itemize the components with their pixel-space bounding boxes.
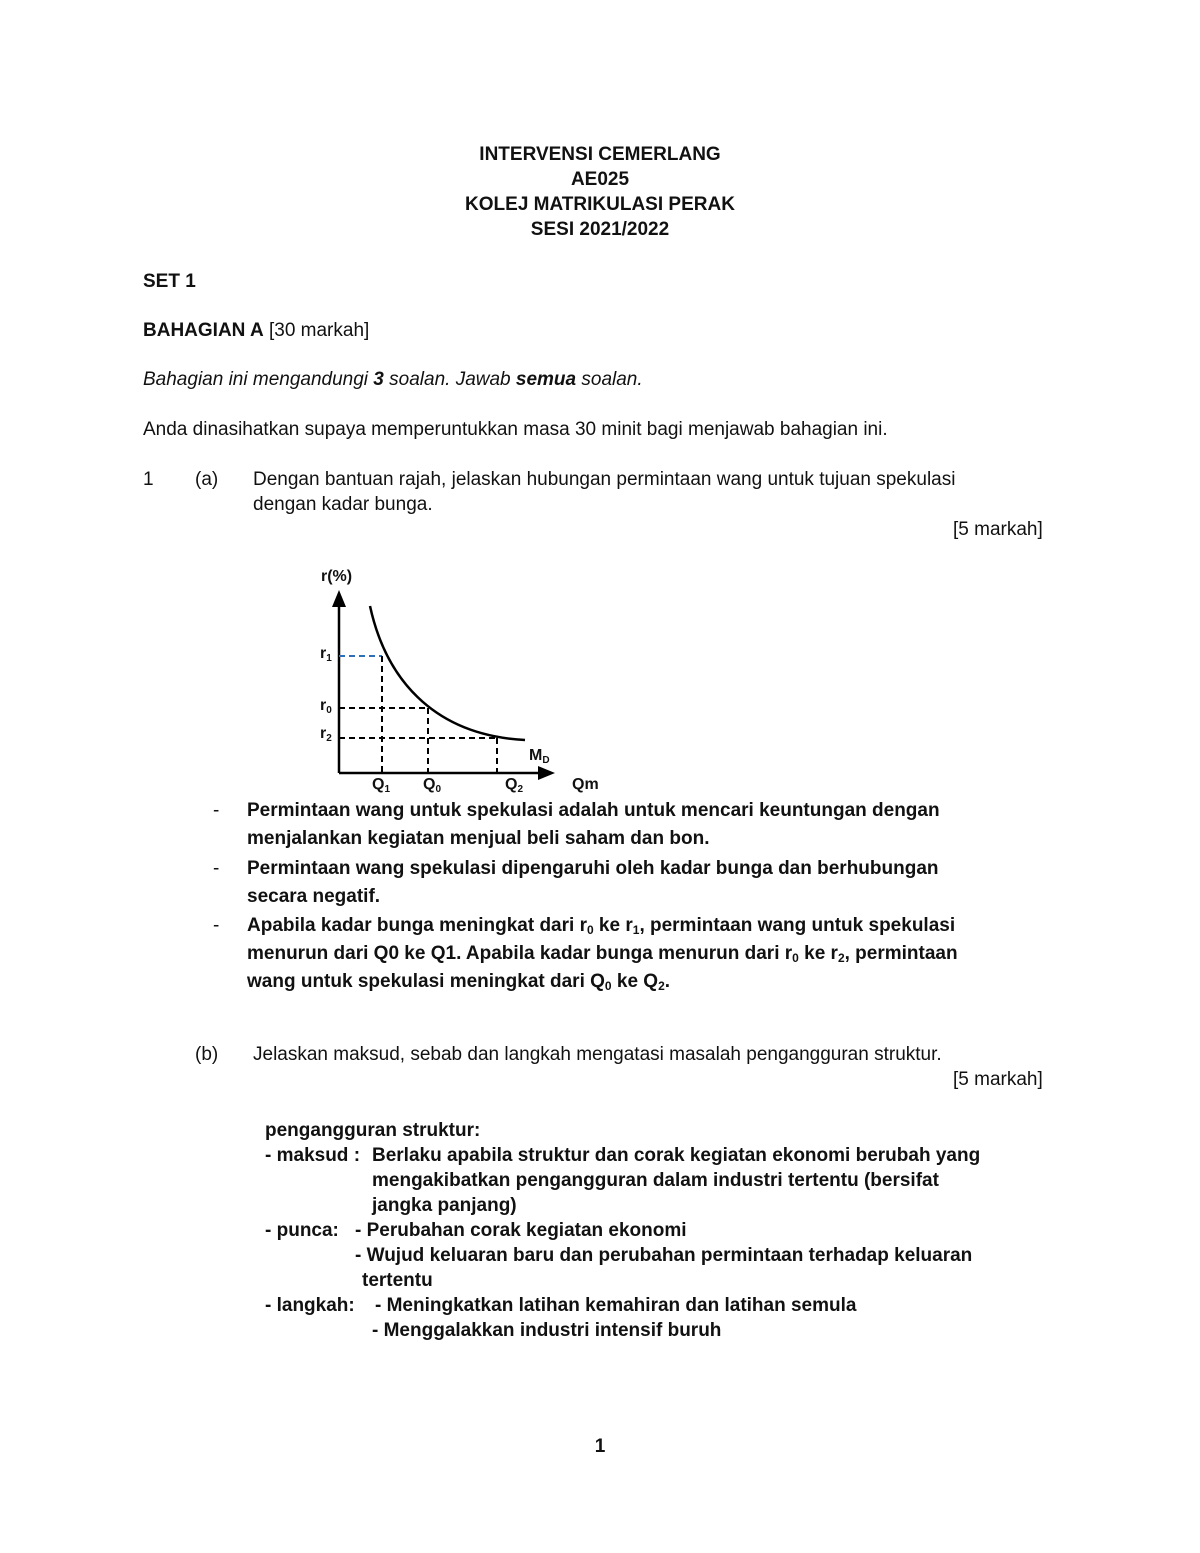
- r-letter: r: [320, 725, 327, 742]
- q-letter: Q: [372, 776, 385, 793]
- q2-label: [505, 776, 523, 794]
- header-line-1: INTERVENSI CEMERLANG: [479, 144, 721, 165]
- q1-subscript: 1: [384, 784, 391, 795]
- subscript: 2: [658, 979, 665, 993]
- subscript: 2: [837, 951, 845, 965]
- answer-b-langkah-2: - Menggalakkan industri intensif buruh: [372, 1320, 722, 1341]
- answer-b-maksud-line3: jangka panjang): [372, 1195, 517, 1216]
- answer-text: Apabila kadar bunga meningkat dari r: [247, 915, 587, 936]
- r1-subscript: 1: [326, 653, 332, 664]
- bullet: -: [213, 800, 220, 821]
- answer-text: ke r: [798, 943, 838, 964]
- answer-text: , permintaan wang untuk spekulasi: [639, 915, 956, 936]
- answer-text: ke Q: [611, 971, 659, 992]
- answer-b-maksud-line2: mengakibatkan pengangguran dalam industri tertentu (bersifat: [372, 1170, 939, 1191]
- section-name: BAHAGIAN A: [143, 320, 264, 341]
- answer-b-heading: pengangguran struktur:: [265, 1120, 481, 1141]
- instruction-number: 3: [373, 369, 384, 390]
- r-letter: r: [320, 697, 327, 714]
- answer-a-p2-line1: Permintaan wang spekulasi dipengaruhi oleh kadar bunga dan berhubungan: [247, 858, 939, 879]
- answer-text: ke r: [593, 915, 633, 936]
- question-part-b-label: (b): [195, 1044, 219, 1065]
- question-number: 1: [143, 469, 154, 490]
- subscript: 0: [792, 951, 799, 965]
- answer-text: menurun dari Q0 ke Q1. Apabila kadar bunga menurun dari r: [247, 943, 793, 964]
- answer-text: wang untuk spekulasi meningkat dari Q: [247, 971, 605, 992]
- subscript: 0: [604, 979, 612, 993]
- bullet: -: [213, 858, 220, 879]
- question-part-a-label: (a): [195, 469, 219, 490]
- set-label: SET 1: [143, 271, 196, 292]
- instruction-part: soalan. Jawab: [383, 369, 516, 390]
- y-axis: [332, 590, 346, 773]
- page-number: 1: [594, 1436, 606, 1457]
- answer-a-p3-line1: [247, 915, 955, 937]
- y-axis-label: r(%): [321, 568, 353, 585]
- instruction-all: semua: [515, 369, 577, 390]
- answer-text: , permintaan: [844, 943, 958, 964]
- question-b-marks: [5 markah]: [953, 1069, 1043, 1090]
- answer-a-p2-line2: secara negatif.: [247, 886, 381, 907]
- q2-subscript: 2: [517, 784, 524, 795]
- header-line-3: KOLEJ MATRIKULASI PERAK: [465, 194, 735, 215]
- question-a-marks: [5 markah]: [953, 519, 1043, 540]
- section-marks: [30 markah]: [268, 320, 370, 341]
- question-a-text-line2: dengan kadar bunga.: [253, 494, 433, 515]
- answer-b-langkah-1: - Meningkatkan latihan kemahiran dan latihan semula: [375, 1295, 857, 1316]
- header-line-2: AE025: [570, 169, 630, 190]
- r2-label: [320, 725, 332, 743]
- subscript: 1: [632, 923, 640, 937]
- r0-label: [320, 697, 332, 715]
- money-demand-curve: [370, 606, 525, 740]
- q1-label: [372, 776, 390, 794]
- answer-b-maksud-label: - maksud :: [265, 1145, 361, 1166]
- r-letter: r: [320, 645, 327, 662]
- answer-b-langkah-label: - langkah:: [265, 1295, 355, 1316]
- question-b-text: Jelaskan maksud, sebab dan langkah mengatasi masalah pengangguran struktur.: [253, 1044, 942, 1065]
- answer-a-p1-line2: menjalankan kegiatan menjual beli saham dan bon.: [247, 828, 710, 849]
- curve-subscript: D: [542, 755, 550, 766]
- instruction-part: Bahagian ini mengandungi: [143, 369, 374, 390]
- header-line-4: SESI 2021/2022: [530, 219, 670, 240]
- section-advice: Anda dinasihatkan supaya memperuntukkan masa 30 minit bagi menjawab bahagian ini.: [143, 419, 888, 440]
- q0-subscript: 0: [435, 784, 442, 795]
- bullet: -: [213, 915, 220, 936]
- answer-b-maksud-line1: Berlaku apabila struktur dan corak kegiatan ekonomi berubah yang: [372, 1145, 981, 1166]
- r1-label: [320, 645, 332, 663]
- answer-a-p3-line2: [247, 943, 958, 965]
- answer-b-punca-2-line1: - Wujud keluaran baru dan perubahan permintaan terhadap keluaran: [355, 1245, 973, 1266]
- curve-label: [529, 747, 550, 765]
- subscript: 0: [586, 923, 594, 937]
- question-a-text-line1: Dengan bantuan rajah, jelaskan hubungan permintaan wang untuk tujuan spekulasi: [253, 469, 956, 490]
- instruction-part: soalan.: [576, 369, 643, 390]
- x-axis-label: Qm: [572, 776, 599, 793]
- answer-b-punca-2-line2: tertentu: [362, 1270, 433, 1291]
- r0-subscript: 0: [326, 705, 332, 716]
- r2-subscript: 2: [326, 733, 332, 744]
- answer-a-p3-line3: [247, 971, 670, 993]
- curve-letter: M: [529, 747, 543, 764]
- q0-label: [423, 776, 441, 794]
- answer-text: .: [664, 971, 671, 992]
- q-letter: Q: [423, 776, 436, 793]
- answer-b-punca-1: - Perubahan corak kegiatan ekonomi: [355, 1220, 687, 1241]
- answer-b-punca-label: - punca:: [265, 1220, 339, 1241]
- q-letter: Q: [505, 776, 518, 793]
- answer-a-p1-line1: Permintaan wang untuk spekulasi adalah untuk mencari keuntungan dengan: [247, 800, 940, 821]
